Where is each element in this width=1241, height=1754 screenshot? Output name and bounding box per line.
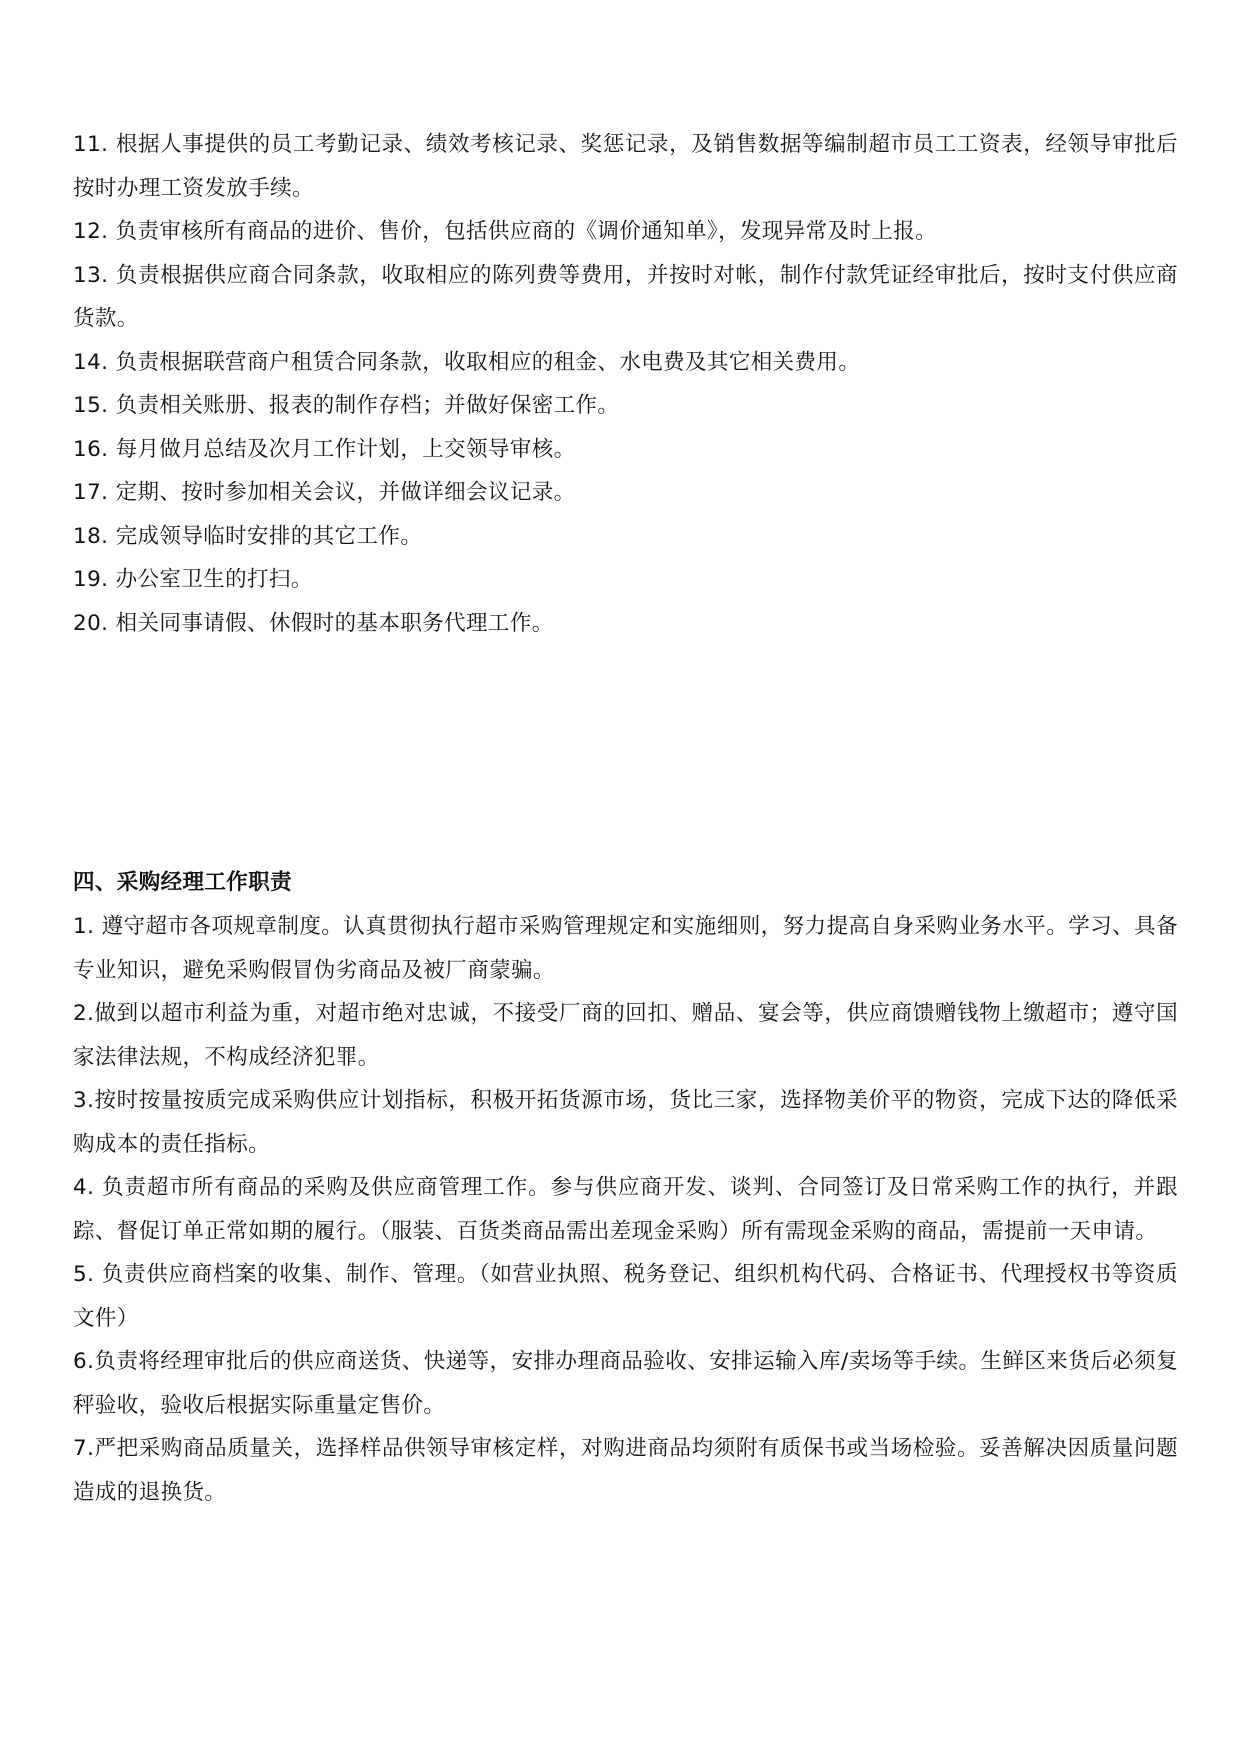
purchasing-manager-duties-list xyxy=(73,905,1178,1514)
duty-item-19: 19. 办公室卫生的打扫。 xyxy=(73,567,313,592)
purchasing-duty-item-1: 1. 遵守超市各项规章制度。认真贯彻执行超市采购管理规定和实施细则，努力提高自身采购业务水平。学习、具备专业知识，避免采购假冒伪劣商品及被厂商蒙骗。 xyxy=(73,914,1178,983)
duties-list-continued xyxy=(73,123,1178,645)
purchasing-duty-item-5: 5. 负责供应商档案的收集、制作、管理。（如营业执照、税务登记、组织机构代码、合格证书、代理授权书等资质文件） xyxy=(73,1262,1178,1331)
duty-item-20: 20. 相关同事请假、休假时的基本职务代理工作。 xyxy=(73,610,554,636)
duty-item-15: 15. 负责相关账册、报表的制作存档；并做好保密工作。 xyxy=(73,393,620,418)
duty-item-16: 16. 每月做月总结及次月工作计划，上交领导审核。 xyxy=(73,436,576,462)
purchasing-duty-item-7: 7.严把采购商品质量关，选择样品供领导审核定样，对购进商品均须附有质保书或当场检验。妥善解决因质量问题造成的退换货。 xyxy=(73,1436,1178,1505)
duty-item-17: 17. 定期、按时参加相关会议，并做详细会议记录。 xyxy=(73,480,576,505)
purchasing-duty-item-3: 3.按时按量按质完成采购供应计划指标，积极开拓货源市场，货比三家，选择物美价平的物资，完成下达的降低采购成本的责任指标。 xyxy=(73,1088,1178,1157)
duty-item-13: 13. 负责根据供应商合同条款，收取相应的陈列费等费用，并按时对帐，制作付款凭证经审批后，按时支付供应商货款。 xyxy=(73,262,1178,331)
section-heading: 四、采购经理工作职责 xyxy=(73,870,293,895)
purchasing-duty-item-4: 4. 负责超市所有商品的采购及供应商管理工作。参与供应商开发、谈判、合同签订及日常采购工作的执行，并跟踪、督促订单正常如期的履行。（服装、百货类商品需出差现金采购）所有需现金采购的商品，需提前一天申请。 xyxy=(73,1175,1178,1244)
purchasing-duty-item-2: 2.做到以超市利益为重，对超市绝对忠诚，不接受厂商的回扣、赠品、宴会等，供应商馈赠钱物上缴超市；遵守国家法律法规，不构成经济犯罪。 xyxy=(73,1001,1178,1070)
duty-item-12: 12. 负责审核所有商品的进价、售价，包括供应商的《调价通知单》，发现异常及时上报。 xyxy=(73,219,938,244)
purchasing-duty-item-6: 6.负责将经理审批后的供应商送货、快递等，安排办理商品验收、安排运输入库/卖场等手续。生鲜区来货后必须复秤验收，验收后根据实际重量定售价。 xyxy=(73,1349,1178,1418)
duty-item-11: 11. 根据人事提供的员工考勤记录、绩效考核记录、奖惩记录，及销售数据等编制超市员工工资表，经领导审批后按时办理工资发放手续。 xyxy=(73,132,1178,201)
duty-item-14: 14. 负责根据联营商户租赁合同条款，收取相应的租金、水电费及其它相关费用。 xyxy=(73,349,861,375)
duty-item-18: 18. 完成领导临时安排的其它工作。 xyxy=(73,523,423,549)
